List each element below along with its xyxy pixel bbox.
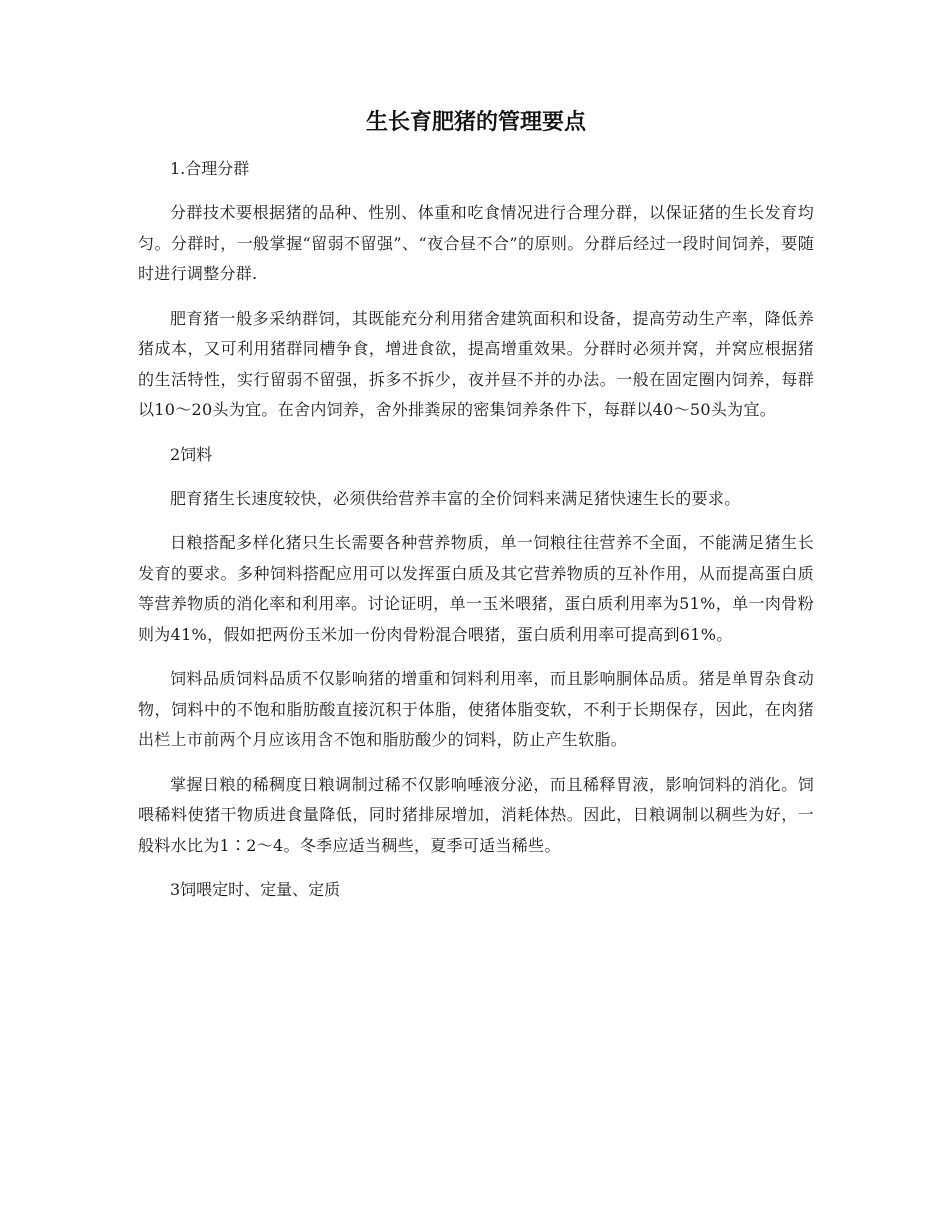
paragraph: 肥育猪生长速度较快，必须供给营养丰富的全价饲料来满足猪快速生长的要求。 <box>170 488 741 508</box>
paragraph: 肥育猪一般多采纳群饲，其既能充分利用猪舍建筑面积和设备，提高劳动生产率，降低养猪成本，又可利用猪群同槽争食，增进食欲，提高增重效果。分群时必须并窝，并窝应根据猪的生活特性，实行留弱不留强，拆多不拆少，夜并昼不并的办法。一般在固定圈内饲养，每群以10～20头为宜。在舍内饲养，舍外排粪尿的密集饲养条件下，每群以40～50头为宜。 <box>138 308 814 419</box>
document-page <box>138 108 814 919</box>
paragraph: 饲料品质饲料品质不仅影响猪的增重和饲料利用率，而且影响胴体品质。猪是单胃杂食动物，饲料中的不饱和脂肪酸直接沉积于体脂，使猪体脂变软，不利于长期保存，因此，在肉猪出栏上市前两个月应该用含不饱和脂肪酸少的饲料，防止产生软脂。 <box>138 669 814 749</box>
section-heading-grouping: 1.合理分群 <box>170 159 250 178</box>
document-title: 生长育肥猪的管理要点 <box>365 110 586 135</box>
paragraph: 掌握日粮的稀稠度日粮调制过稀不仅影响唾液分泌，而且稀释胃液，影响饲料的消化。饲喂稀料使猪干物质进食量降低，同时猪排尿增加，消耗体热。因此，日粮调制以稠些为好，一般料水比为1∶2～4。冬季应适当稠些，夏季可适当稀些。 <box>138 774 814 855</box>
paragraph: 日粮搭配多样化猪只生长需要各种营养物质，单一饲粮往往营养不全面，不能满足猪生长发育的要求。多种饲料搭配应用可以发挥蛋白质及其它营养物质的互补作用，从而提高蛋白质等营养物质的消化率和利用率。讨论证明，单一玉米喂猪，蛋白质利用率为51%，单一肉骨粉则为41%，假如把两份玉米加一份肉骨粉混合喂猪，蛋白质利用率可提高到61%。 <box>138 533 814 644</box>
paragraph: 分群技术要根据猪的品种、性别、体重和吃食情况进行合理分群，以保证猪的生长发育均匀。分群时，一般掌握“留弱不留强”、“夜合昼不合”的原则。分群后经过一段时间饲养，要随时进行调整分群. <box>138 203 814 283</box>
section-heading-feed: 2饲料 <box>170 444 213 464</box>
section-heading-feeding-schedule: 3饲喂定时、定量、定质 <box>170 880 341 899</box>
